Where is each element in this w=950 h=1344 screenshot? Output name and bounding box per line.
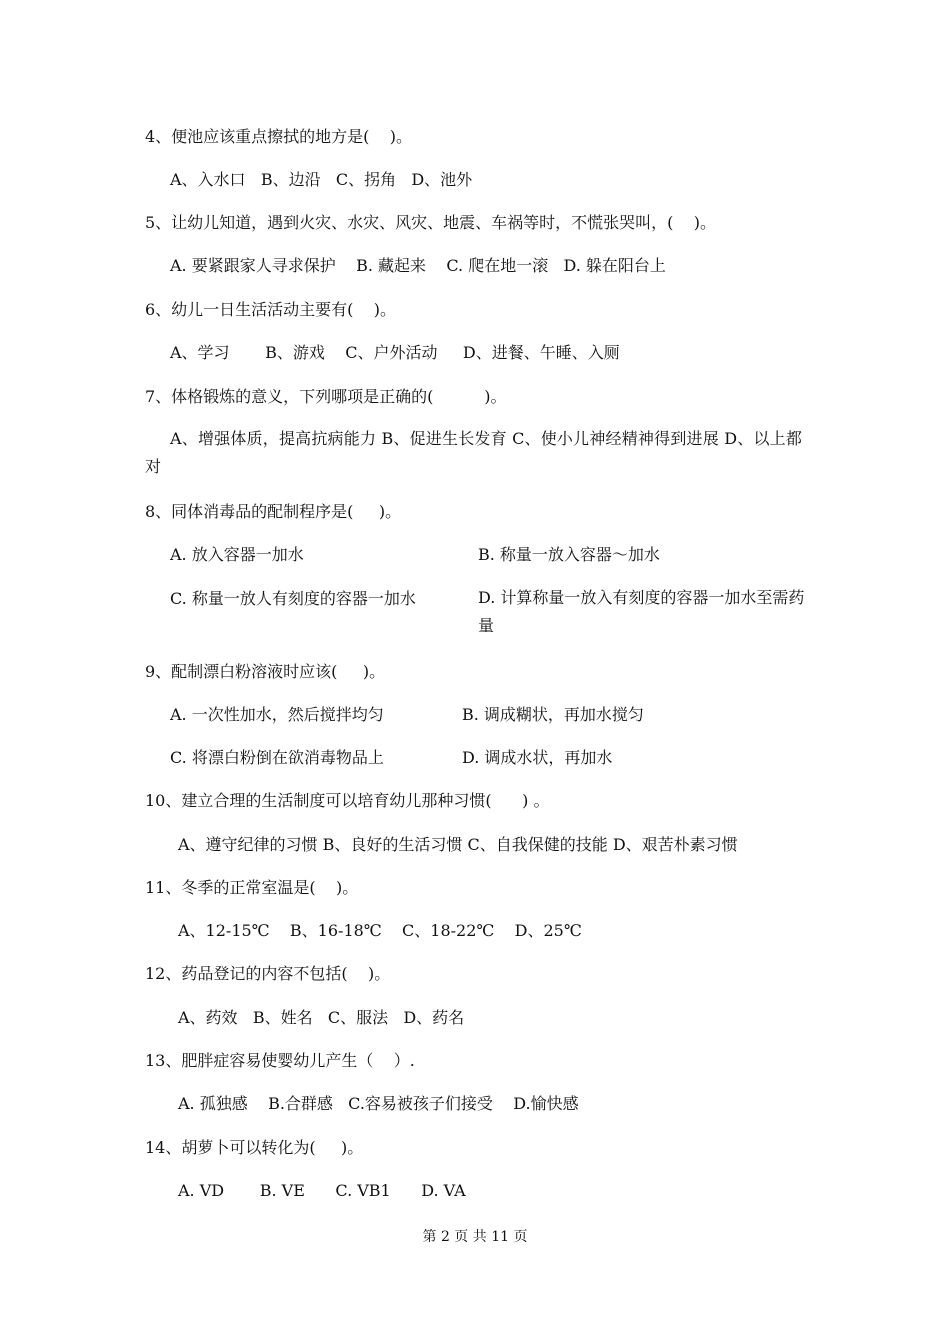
question-8-option-b: B. 称量一放入容器～加水 [478,545,660,564]
page-footer: 第 2 页 共 11 页 [422,1229,528,1245]
question-5-options: A. 要紧跟家人寻求保护 B. 藏起来 C. 爬在地一滚 D. 躲在阳台上 [170,256,666,275]
question-12: 12、药品登记的内容不包括( )。 [145,964,391,983]
question-8-option-d: D. 计算称量一放入有刻度的容器一加水至需药量 [478,588,805,635]
question-10: 10、建立合理的生活制度可以培育幼儿那种习惯( ) 。 [145,791,550,810]
question-9: 9、配制漂白粉溶液时应该( )。 [145,662,386,681]
question-9-option-d: D. 调成水状，再加水 [462,748,613,767]
question-8: 8、同体消毒品的配制程序是( )。 [145,502,402,521]
question-6: 6、幼儿一日生活活动主要有( )。 [145,300,397,319]
question-7: 7、体格锻炼的意义，下列哪项是正确的( )。 [145,387,507,406]
question-8-option-c: C. 称量一放人有刻度的容器一加水 [170,589,416,608]
question-11: 11、冬季的正常室温是( )。 [145,878,359,897]
question-5: 5、让幼儿知道，遇到火灾、水灾、风灾、地震、车祸等时，不慌张哭叫，( )。 [145,213,717,232]
question-9-option-b: B. 调成糊状，再加水搅匀 [462,705,644,724]
question-8-option-a: A. 放入容器一加水 [170,545,304,564]
question-9-option-c: C. 将漂白粉倒在欲消毒物品上 [170,748,384,767]
question-6-options: A、学习 B、游戏 C、户外活动 D、进餐、午睡、入厕 [170,343,620,362]
question-14: 14、胡萝卜可以转化为( )。 [145,1138,364,1157]
question-4-options: A、入水口 B、边沿 C、拐角 D、池外 [170,170,473,189]
question-11-options: A、12-15℃ B、16-18℃ C、18-22℃ D、25℃ [178,921,582,940]
question-10-options: A、遵守纪律的习惯 B、良好的生活习惯 C、自我保健的技能 D、艰苦朴素习惯 [178,835,738,854]
question-13: 13、肥胖症容易使婴幼儿产生（ ）. [145,1051,415,1070]
question-12-options: A、药效 B、姓名 C、服法 D、药名 [178,1008,465,1027]
question-4: 4、便池应该重点擦拭的地方是( )。 [145,127,413,146]
question-7-options: A、增强体质，提高抗病能力 B、促进生长发育 C、使小儿神经精神得到进展 D、以上都对 [145,429,803,476]
question-13-options: A. 孤独感 B.合群感 C.容易被孩子们接受 D.愉快感 [178,1094,579,1113]
question-9-option-a: A. 一次性加水，然后搅拌均匀 [170,705,384,724]
question-14-options: A. VD B. VE C. VB1 D. VA [178,1181,466,1200]
